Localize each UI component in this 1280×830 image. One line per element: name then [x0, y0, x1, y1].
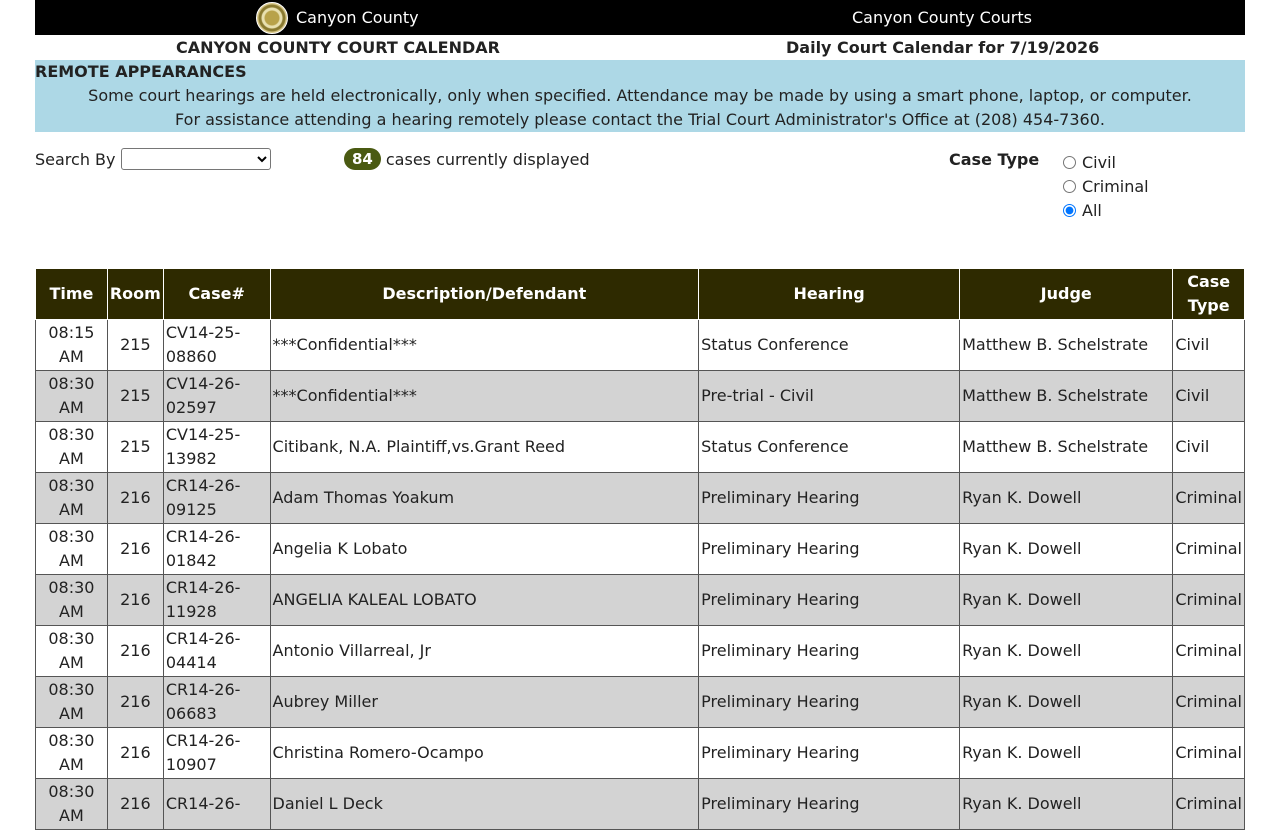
- cell-description: ***Confidential***: [270, 371, 699, 422]
- cell-case-number: CV14-25-13982: [163, 422, 270, 473]
- table-row: [36, 626, 1245, 677]
- notice-line-1: Some court hearings are held electronically, only when specified. Attendance may be made by using a smart phone, laptop, or computer.: [88, 86, 1192, 105]
- cell-case-number: CR14-26-04414: [163, 626, 270, 677]
- cell-case-number: CR14-26-: [163, 779, 270, 830]
- table-header-row: [36, 269, 1245, 320]
- search-by-group: [35, 148, 271, 170]
- cell-room: 216: [107, 473, 163, 524]
- search-by-select[interactable]: [121, 148, 271, 170]
- table-row: [36, 677, 1245, 728]
- cell-judge: Matthew B. Schelstrate: [960, 371, 1173, 422]
- county-seal-icon: [256, 2, 288, 34]
- calendar-subheader: [35, 36, 1245, 60]
- cell-judge: Ryan K. Dowell: [960, 677, 1173, 728]
- cell-description: Adam Thomas Yoakum: [270, 473, 699, 524]
- cell-hearing: Status Conference: [699, 320, 960, 371]
- notice-line-2: For assistance attending a hearing remotely please contact the Trial Court Administrator's Office at (208) 454-7360.: [175, 110, 1105, 129]
- cell-room: 216: [107, 677, 163, 728]
- cell-hearing: Preliminary Hearing: [699, 728, 960, 779]
- cell-time: 08:30 AM: [36, 779, 108, 830]
- column-header-case-type[interactable]: Case Type: [1173, 269, 1245, 320]
- cell-room: 215: [107, 320, 163, 371]
- cell-case-type: Criminal: [1173, 779, 1245, 830]
- table-row: [36, 371, 1245, 422]
- cell-description: Christina Romero-Ocampo: [270, 728, 699, 779]
- column-header-hearing[interactable]: Hearing: [699, 269, 960, 320]
- cell-hearing: Status Conference: [699, 422, 960, 473]
- cell-case-type: Civil: [1173, 422, 1245, 473]
- case-type-radio-civil[interactable]: [1063, 156, 1076, 169]
- case-type-radio-criminal[interactable]: [1063, 180, 1076, 193]
- cell-hearing: Preliminary Hearing: [699, 473, 960, 524]
- cell-case-type: Criminal: [1173, 575, 1245, 626]
- brand-label: Canyon County: [296, 8, 419, 27]
- courts-label: Canyon County Courts: [852, 8, 1032, 27]
- cell-judge: Ryan K. Dowell: [960, 626, 1173, 677]
- case-type-radio-all[interactable]: [1063, 204, 1076, 217]
- cell-case-type: Criminal: [1173, 626, 1245, 677]
- case-count-text: cases currently displayed: [385, 149, 590, 169]
- column-header-description[interactable]: Description/Defendant: [270, 269, 699, 320]
- cell-judge: Matthew B. Schelstrate: [960, 320, 1173, 371]
- column-header-judge[interactable]: Judge: [960, 269, 1173, 320]
- cell-description: ***Confidential***: [270, 320, 699, 371]
- case-type-option-all[interactable]: [1062, 198, 1149, 222]
- cell-case-type: Civil: [1173, 371, 1245, 422]
- case-type-radio-group: [1062, 150, 1149, 222]
- case-type-option-label: Civil: [1082, 152, 1116, 172]
- notice-title: REMOTE APPEARANCES: [35, 62, 247, 81]
- case-count: [344, 148, 590, 170]
- cell-case-type: Criminal: [1173, 473, 1245, 524]
- cell-time: 08:30 AM: [36, 677, 108, 728]
- cell-judge: Ryan K. Dowell: [960, 728, 1173, 779]
- cell-hearing: Pre-trial - Civil: [699, 371, 960, 422]
- cell-description: Angelia K Lobato: [270, 524, 699, 575]
- cell-hearing: Preliminary Hearing: [699, 779, 960, 830]
- cell-hearing: Preliminary Hearing: [699, 626, 960, 677]
- cell-judge: Ryan K. Dowell: [960, 779, 1173, 830]
- brand-link[interactable]: [256, 0, 419, 35]
- cell-case-number: CV14-26-02597: [163, 371, 270, 422]
- column-header-case-number[interactable]: Case#: [163, 269, 270, 320]
- cell-case-type: Criminal: [1173, 677, 1245, 728]
- table-row: [36, 473, 1245, 524]
- courts-link[interactable]: [852, 0, 1032, 35]
- cell-judge: Matthew B. Schelstrate: [960, 422, 1173, 473]
- table-body: [36, 320, 1245, 830]
- cell-case-number: CV14-25-08860: [163, 320, 270, 371]
- court-calendar-table: [35, 268, 1245, 830]
- cell-case-number: CR14-26-06683: [163, 677, 270, 728]
- cell-time: 08:30 AM: [36, 575, 108, 626]
- cell-room: 216: [107, 575, 163, 626]
- cell-time: 08:30 AM: [36, 371, 108, 422]
- column-header-time[interactable]: Time: [36, 269, 108, 320]
- cell-description: Daniel L Deck: [270, 779, 699, 830]
- cell-hearing: Preliminary Hearing: [699, 575, 960, 626]
- table-row: [36, 422, 1245, 473]
- cell-room: 216: [107, 728, 163, 779]
- case-type-option-civil[interactable]: [1062, 150, 1149, 174]
- cell-case-type: Criminal: [1173, 524, 1245, 575]
- table-row: [36, 575, 1245, 626]
- cell-case-number: CR14-26-11928: [163, 575, 270, 626]
- cell-judge: Ryan K. Dowell: [960, 575, 1173, 626]
- cell-room: 215: [107, 371, 163, 422]
- calendar-title: CANYON COUNTY COURT CALENDAR: [176, 38, 500, 57]
- cell-room: 216: [107, 626, 163, 677]
- search-by-label: Search By: [35, 149, 116, 169]
- cell-case-type: Criminal: [1173, 728, 1245, 779]
- cell-time: 08:30 AM: [36, 728, 108, 779]
- table-row: [36, 728, 1245, 779]
- cell-hearing: Preliminary Hearing: [699, 524, 960, 575]
- case-type-option-criminal[interactable]: [1062, 174, 1149, 198]
- cell-description: ANGELIA KALEAL LOBATO: [270, 575, 699, 626]
- remote-appearances-notice: [35, 60, 1245, 132]
- cell-case-number: CR14-26-10907: [163, 728, 270, 779]
- cell-time: 08:30 AM: [36, 626, 108, 677]
- case-type-option-label: All: [1082, 200, 1102, 220]
- cell-time: 08:15 AM: [36, 320, 108, 371]
- case-count-badge: 84: [344, 148, 381, 170]
- cell-case-number: CR14-26-09125: [163, 473, 270, 524]
- cell-judge: Ryan K. Dowell: [960, 524, 1173, 575]
- case-type-label: Case Type: [949, 150, 1040, 169]
- top-bar: [35, 0, 1245, 35]
- column-header-room[interactable]: Room: [107, 269, 163, 320]
- table-row: [36, 779, 1245, 830]
- cell-case-number: CR14-26-01842: [163, 524, 270, 575]
- cell-description: Citibank, N.A. Plaintiff,vs.Grant Reed: [270, 422, 699, 473]
- cell-time: 08:30 AM: [36, 422, 108, 473]
- cell-room: 216: [107, 524, 163, 575]
- table-row: [36, 524, 1245, 575]
- cell-room: 216: [107, 779, 163, 830]
- cell-case-type: Civil: [1173, 320, 1245, 371]
- cell-judge: Ryan K. Dowell: [960, 473, 1173, 524]
- cell-description: Aubrey Miller: [270, 677, 699, 728]
- cell-hearing: Preliminary Hearing: [699, 677, 960, 728]
- cell-time: 08:30 AM: [36, 473, 108, 524]
- cell-room: 215: [107, 422, 163, 473]
- cell-time: 08:30 AM: [36, 524, 108, 575]
- date-title: Daily Court Calendar for 7/19/2026: [786, 38, 1100, 57]
- cell-description: Antonio Villarreal, Jr: [270, 626, 699, 677]
- table-row: [36, 320, 1245, 371]
- case-type-option-label: Criminal: [1082, 176, 1149, 196]
